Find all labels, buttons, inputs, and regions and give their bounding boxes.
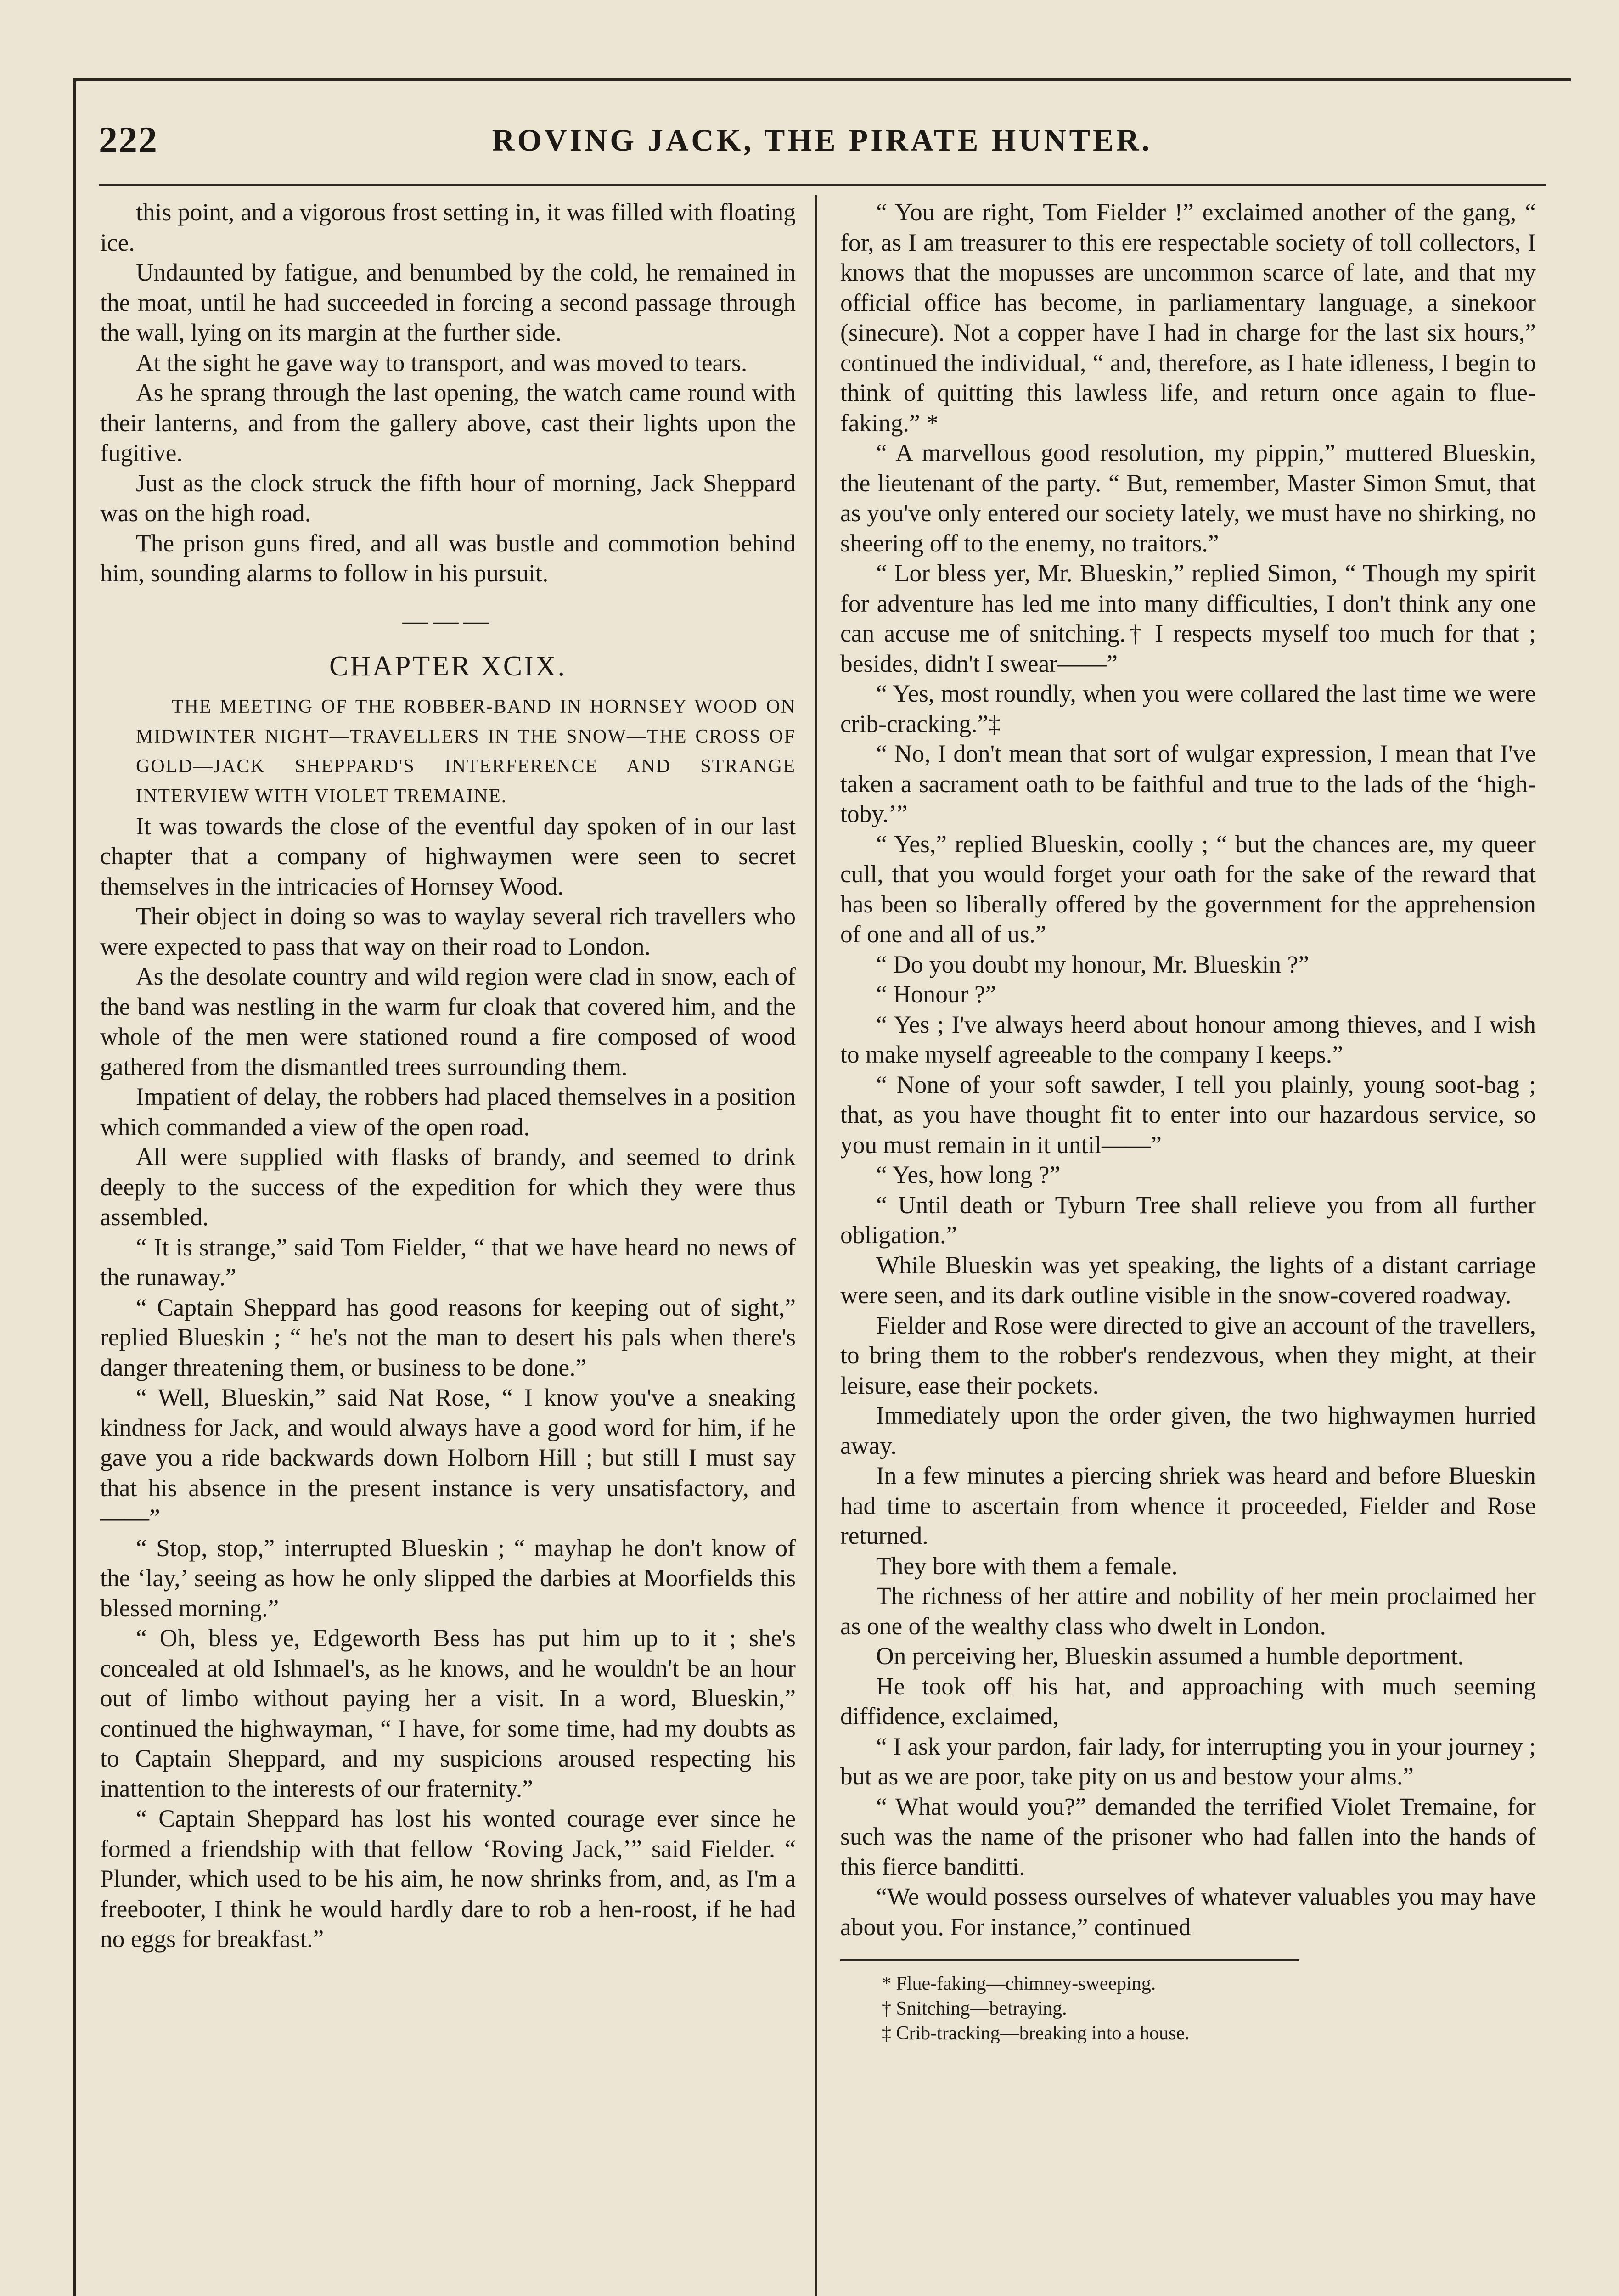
- paragraph: The prison guns fired, and all was bustle and commotion behind him, sounding alarms to follow in his pursuit.: [100, 529, 796, 587]
- right-paragraphs: [840, 197, 1536, 1942]
- paragraph: “ Well, Blueskin,” said Nat Rose, “ I know you've a sneaking kindness for Jack, and would always have a good word for him, if he gave you a ride backwards down Holborn Hill ; but still I must say that his absence in the present instance is very unsatisfactory, and——”: [100, 1384, 796, 1531]
- paragraph: “ Stop, stop,” interrupted Blueskin ; “ mayhap he don't know of the ‘lay,’ seeing as how he only slipped the darbies at Moorfields this blessed morning.”: [100, 1534, 796, 1622]
- paragraph: “ A marvellous good resolution, my pippin,” muttered Blueskin, the lieutenant of the party. “ But, remember, Master Simon Smut, that as you've only entered our society lately, we must have no shirking, no sheering off to the enemy, no traitors.”: [840, 439, 1536, 557]
- paragraph: In a few minutes a piercing shriek was heard and before Blueskin had time to ascertain from whence it proceeded, Fielder and Rose returned.: [840, 1462, 1536, 1549]
- footnote: * Flue-faking—chimney-sweeping.: [882, 1973, 1156, 1994]
- page-number: 222: [99, 119, 158, 161]
- paragraph: As he sprang through the last opening, the watch came round with their lanterns, and from the gallery above, cast their lights upon the fugitive.: [100, 379, 796, 467]
- paragraph: “ Captain Sheppard has good reasons for keeping out of sight,” replied Blueskin ; “ he's not the man to desert his pals when there's danger threatening them, or business to be done.”: [100, 1293, 796, 1381]
- running-title: ROVING JACK, THE PIRATE HUNTER.: [492, 122, 1152, 158]
- paragraph: “ Yes ; I've always heerd about honour among thieves, and I wish to make myself agreeable to the company I keeps.”: [840, 1010, 1536, 1068]
- left-column: [100, 197, 796, 1954]
- footnotes: [840, 1971, 1536, 2046]
- paragraph: “ None of your soft sawder, I tell you plainly, young soot-bag ; that, as you have thought fit to enter into our hazardous service, so you must remain in it until——”: [840, 1070, 1536, 1159]
- paragraph: All were supplied with flasks of brandy, and seemed to drink deeply to the success of the expedition for which they were thus assembled.: [100, 1143, 796, 1231]
- paragraph: While Blueskin was yet speaking, the lights of a distant carriage were seen, and its dark outline visible in the snow-covered roadway.: [840, 1251, 1536, 1309]
- paragraph: “ Yes, most roundly, when you were collared the last time we were crib-cracking.”‡: [840, 680, 1536, 737]
- paragraph: Impatient of delay, the robbers had placed themselves in a position which commanded a view of the open road.: [100, 1083, 796, 1141]
- paragraph: Their object in doing so was to waylay several rich travellers who were expected to pass that way on their road to London.: [100, 902, 796, 960]
- paragraph: Fielder and Rose were directed to give an account of the travellers, to bring them to the robber's rendezvous, when they might, at their leisure, ease their pockets.: [840, 1311, 1536, 1399]
- paragraph: “ Oh, bless ye, Edgeworth Bess has put him up to it ; she's concealed at old Ishmael's, as he knows, and he wouldn't be an hour out of limbo without paying her a visit. In a word, Blueskin,” continued the highwayman, “ I have, for some time, had my doubts as to Captain Sheppard, and my suspicions aroused respecting his inattention to the interests of our fraternity.”: [100, 1624, 796, 1802]
- paragraph: “ No, I don't mean that sort of wulgar expression, I mean that I've taken a sacrament oath to be faithful and true to the lads of the ‘high-toby.’”: [840, 740, 1536, 827]
- left-paragraphs-before-chapter: [100, 197, 796, 589]
- paragraph: “ Lor bless yer, Mr. Blueskin,” replied Simon, “ Though my spirit for adventure has led me into many difficulties, I don't think any one can accuse me of snitching.† I respects myself too much for that ; besides, didn't I swear——”: [840, 559, 1536, 677]
- page-header: [99, 113, 1546, 168]
- column-divider: [815, 195, 817, 2296]
- paragraph: “ Honour ?”: [876, 980, 996, 1008]
- paragraph: “ Yes, how long ?”: [876, 1161, 1061, 1188]
- footnote: ‡ Crib-tracking—breaking into a house.: [882, 2023, 1190, 2044]
- paragraph: Just as the clock struck the fifth hour of morning, Jack Sheppard was on the high road.: [100, 469, 796, 527]
- paragraph: Immediately upon the order given, the two highwaymen hurried away.: [840, 1401, 1536, 1459]
- paragraph: “ I ask your pardon, fair lady, for interrupting you in your journey ; but as we are poor, take pity on us and bestow your alms.”: [840, 1732, 1536, 1790]
- header-rule: [99, 184, 1546, 186]
- paragraph: At the sight he gave way to transport, and was moved to tears.: [136, 349, 748, 377]
- paragraph: They bore with them a female.: [876, 1552, 1178, 1580]
- paragraph: The richness of her attire and nobility of her mein proclaimed her as one of the wealthy class who dwelt in London.: [840, 1582, 1536, 1640]
- footnote: † Snitching—betraying.: [882, 1998, 1067, 2019]
- left-paragraphs-chapter-text: [100, 811, 796, 1954]
- paragraph: “ Until death or Tyburn Tree shall relieve you from all further obligation.”: [840, 1191, 1536, 1249]
- paragraph: this point, and a vigorous frost setting in, it was filled with floating ice.: [100, 198, 796, 256]
- paragraph: “ Do you doubt my honour, Mr. Blueskin ?”: [876, 950, 1309, 978]
- paragraph: “ You are right, Tom Fielder !” exclaimed another of the gang, “ for, as I am treasurer to this ere respectable society of toll collectors, I knows that the mopusses are uncommon scarce of late, and that my official office has become, in parliamentary language, a sinekoor (sinecure). Not a copper have I had in charge for the last six hours,” continued the individual, “ and, therefore, as I hate idleness, I begin to think of quitting this lawless life, and return once again to flue-faking.” *: [840, 198, 1536, 437]
- right-column: [840, 197, 1536, 2046]
- left-border-rule: [73, 78, 76, 2296]
- paragraph: “ What would you?” demanded the terrified Violet Tremaine, for such was the name of the prisoner who had fallen into the hands of this fierce banditti.: [840, 1792, 1536, 1880]
- paragraph: It was towards the close of the eventful day spoken of in our last chapter that a company of highwaymen were seen to secret themselves in the intricacies of Hornsey Wood.: [100, 812, 796, 900]
- paragraph: On perceiving her, Blueskin assumed a humble deportment.: [876, 1642, 1464, 1670]
- paragraph: He took off his hat, and approaching with much seeming diffidence, exclaimed,: [840, 1672, 1536, 1730]
- paragraph: “We would possess ourselves of whatever valuables you may have about you. For instance,” continued: [840, 1883, 1536, 1941]
- paragraph: “ Captain Sheppard has lost his wonted courage ever since he formed a friendship with that fellow ‘Roving Jack,’” said Fielder. “ Plunder, which used to be his aim, he now shrinks from, and, as I'm a freebooter, I think he would hardly dare to rob a hen-roost, if he had no eggs for breakfast.”: [100, 1805, 796, 1953]
- paragraph: Undaunted by fatigue, and benumbed by the cold, he remained in the moat, until he had succeeded in forcing a second passage through the wall, lying on its margin at the further side.: [100, 259, 796, 346]
- footnote-rule: [840, 1959, 1299, 1961]
- chapter-heading: CHAPTER XCIX.: [329, 651, 567, 682]
- paragraph: “ It is strange,” said Tom Fielder, “ that we have heard no news of the runaway.”: [100, 1233, 796, 1291]
- paragraph: As the desolate country and wild region were clad in snow, each of the band was nestling in the warm fur cloak that covered him, and the whole of the men were stationed round a fire composed of wood gathered from the dismantled trees surrounding them.: [100, 962, 796, 1080]
- top-border-rule: [73, 78, 1571, 81]
- paragraph: “ Yes,” replied Blueskin, coolly ; “ but the chances are, my queer cull, that you would forget your oath for the sake of the reward that has been so liberally offered by the government for the apprehension of one and all of us.”: [840, 830, 1536, 948]
- chapter-synopsis: THE MEETING OF THE ROBBER-BAND IN HORNSEY WOOD ON MIDWINTER NIGHT—TRAVELLERS IN THE SNOW—THE CROSS OF GOLD—JACK SHEPPARD'S INTERFERENCE AND STRANGE INTERVIEW WITH VIOLET TREMAINE.: [136, 696, 796, 807]
- section-break: ———: [402, 606, 494, 635]
